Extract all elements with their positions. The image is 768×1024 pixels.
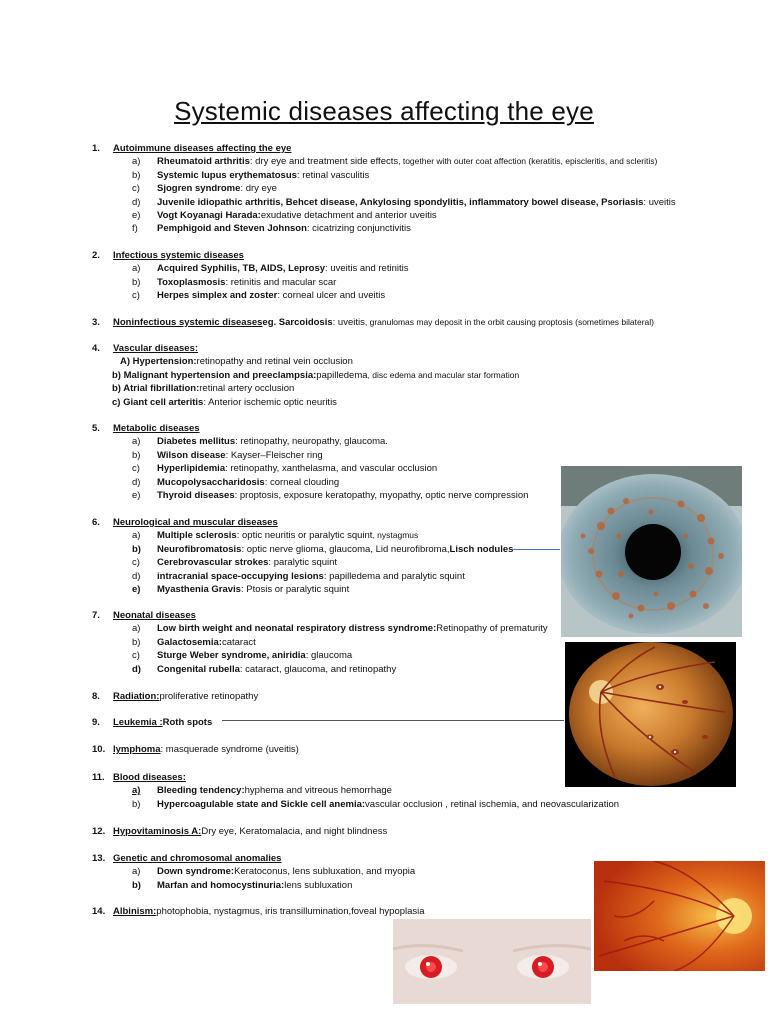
- list-item: c) Sturge Weber syndrome, aniridia : glaucoma: [132, 650, 353, 662]
- list-item: f) Pemphigoid and Steven Johnson : cicatrizing conjunctivitis: [132, 223, 411, 235]
- section-12: 12. Hypovitaminosis A: Dry eye, Keratomalacia, and night blindness: [92, 826, 388, 837]
- fundus-icon: [565, 642, 736, 787]
- section-heading: Albinism:: [113, 906, 157, 917]
- list-item: b) Neurofibromatosis : optic nerve glioma, glaucoma, Lid neurofibroma, Lisch nodules: [132, 543, 514, 555]
- list-item: e) Vogt Koyanagi Harada: exudative detachment and anterior uveitis: [132, 210, 437, 222]
- section-heading: Leukemia :: [113, 717, 163, 728]
- section-number: 7.: [92, 610, 100, 621]
- section-heading: Noninfectious systemic diseases: [113, 317, 263, 328]
- section-number: 10.: [92, 744, 106, 755]
- roth-spots-pointer-line: [222, 720, 564, 721]
- section-heading: Blood diseases:: [113, 772, 186, 783]
- list-item: a) Low birth weight and neonatal respiratory distress syndrome: Retinopathy of prematurity: [132, 623, 548, 635]
- list-item: b) Wilson disease : Kayser–Fleischer ring: [132, 449, 323, 461]
- fundus-icon: [594, 861, 765, 971]
- fundus-albinism-image: [594, 861, 765, 971]
- list-item: c) Giant cell arteritis : Anterior ischemic optic neuritis: [112, 396, 337, 408]
- section-heading: Metabolic diseases: [113, 423, 200, 434]
- section-number: 2.: [92, 250, 100, 261]
- section-number: 8.: [92, 691, 100, 702]
- section-14: 14. Albinism: photophobia, nystagmus, iris transillumination,foveal hypoplasia: [92, 906, 425, 917]
- section-heading: lymphoma: [113, 744, 161, 755]
- section-7: [92, 609, 548, 676]
- section-heading: Neurological and muscular diseases: [113, 517, 278, 528]
- list-item: b) Systemic lupus erythematosus : retinal vasculitis: [132, 169, 370, 181]
- section-3: 3. Noninfectious systemic diseases eg. Sarcoidosis : uveitis , granulomas may deposit in the orbit causing proptosis (sometimes bilateral): [92, 317, 655, 328]
- list-item: a) Diabetes mellitus : retinopathy, neuropathy, glaucoma.: [132, 436, 388, 448]
- section-11: [92, 771, 619, 811]
- iris-icon: [561, 466, 742, 637]
- list-item: e) Myasthenia Gravis : Ptosis or paralytic squint: [132, 584, 350, 596]
- list-item: c) Cerebrovascular strokes : paralytic squint: [132, 557, 338, 569]
- section-9: 9. Leukemia : Roth spots: [92, 717, 213, 728]
- section-2: [92, 249, 408, 303]
- list-item: c) Herpes simplex and zoster : corneal ulcer and uveitis: [132, 290, 386, 302]
- section-heading: Genetic and chromosomal anomalies: [113, 853, 282, 864]
- page-title: Systemic diseases affecting the eye: [174, 96, 594, 126]
- list-item: b) Hypercoagulable state and Sickle cell anemia: vascular occlusion , retinal ischemia, and neovascularization: [132, 798, 620, 810]
- section-number: 3.: [92, 317, 100, 328]
- list-item: a) Acquired Syphilis, TB, AIDS, Leprosy : uveitis and retinitis: [132, 263, 409, 275]
- list-item: b) Toxoplasmosis : retinitis and macular scar: [132, 276, 337, 288]
- list-item: d) intracranial space-occupying lesions : papilledema and paralytic squint: [132, 570, 465, 582]
- list-item: a) Multiple sclerosis : optic neuritis or paralytic squint , nystagmus: [132, 530, 419, 542]
- list-item: e) Thyroid diseases : proptosis, exposure keratopathy, myopathy, optic nerve compression: [132, 490, 529, 502]
- section-4: [92, 342, 519, 409]
- section-heading: Infectious systemic diseases: [113, 250, 244, 261]
- eyes-icon: [393, 919, 591, 1004]
- section-heading: Autoimmune diseases affecting the eye: [113, 143, 292, 154]
- section-heading: Neonatal diseases: [113, 610, 196, 621]
- list-item: d) Congenital rubella : cataract, glaucoma, and retinopathy: [132, 663, 397, 675]
- section-13: [92, 852, 415, 892]
- list-item: c) Sjogren syndrome : dry eye: [132, 183, 277, 195]
- section-8: 8. Radiation: proliferative retinopathy: [92, 691, 259, 702]
- list-item: a) Rheumatoid arthritis : dry eye and treatment side effects , together with outer coat affection (keratitis, episcleritis, and scleritis): [132, 156, 658, 168]
- section-heading: Hypovitaminosis A:: [113, 826, 202, 837]
- section-1: [92, 142, 676, 236]
- albino-eyes-image: [393, 919, 591, 1004]
- list-item: d) Juvenile idiopathic arthritis, Behcet disease, Ankylosing spondylitis, inflammatory bowel disease, Psoriasis : uveitis: [132, 196, 676, 208]
- fundus-roth-spots-image: [565, 642, 736, 787]
- section-number: 6.: [92, 517, 100, 528]
- section-number: 1.: [92, 143, 100, 154]
- list-item: A) Hypertension: retinopathy and retinal vein occlusion: [120, 356, 353, 368]
- section-number: 9.: [92, 717, 100, 728]
- section-6: [92, 516, 513, 596]
- iris-lisch-nodules-image: [561, 466, 742, 637]
- section-heading: Radiation:: [113, 691, 160, 702]
- section-number: 4.: [92, 343, 100, 354]
- list-item: d) Mucopolysaccharidosis : corneal clouding: [132, 476, 340, 488]
- section-number: 11.: [92, 772, 105, 783]
- list-item: b) Galactosemia: cataract: [132, 636, 256, 648]
- section-heading: Vascular diseases:: [113, 343, 199, 354]
- section-number: 13.: [92, 853, 106, 864]
- section-5: [92, 422, 528, 502]
- section-10: 10. lymphoma : masquerade syndrome (uveitis): [92, 744, 299, 755]
- section-number: 12.: [92, 826, 106, 837]
- list-item: b) Marfan and homocystinuria: lens subluxation: [132, 879, 353, 891]
- section-number: 14.: [92, 906, 106, 917]
- section-number: 5.: [92, 423, 100, 434]
- list-item: a) Bleeding tendency: hyphema and vitreous hemorrhage: [132, 785, 392, 797]
- list-item: b) Atrial fibrillation: retinal artery occlusion: [112, 383, 295, 395]
- list-item: a) Down syndrome: Keratoconus, lens subluxation, and myopia: [132, 866, 416, 878]
- lisch-nodules-pointer-line: [512, 549, 560, 550]
- list-item: c) Hyperlipidemia : retinopathy, xanthelasma, and vascular occlusion: [132, 463, 438, 475]
- list-item: b) Malignant hypertension and preeclampsia: papilledema , disc edema and macular star formation: [112, 369, 520, 381]
